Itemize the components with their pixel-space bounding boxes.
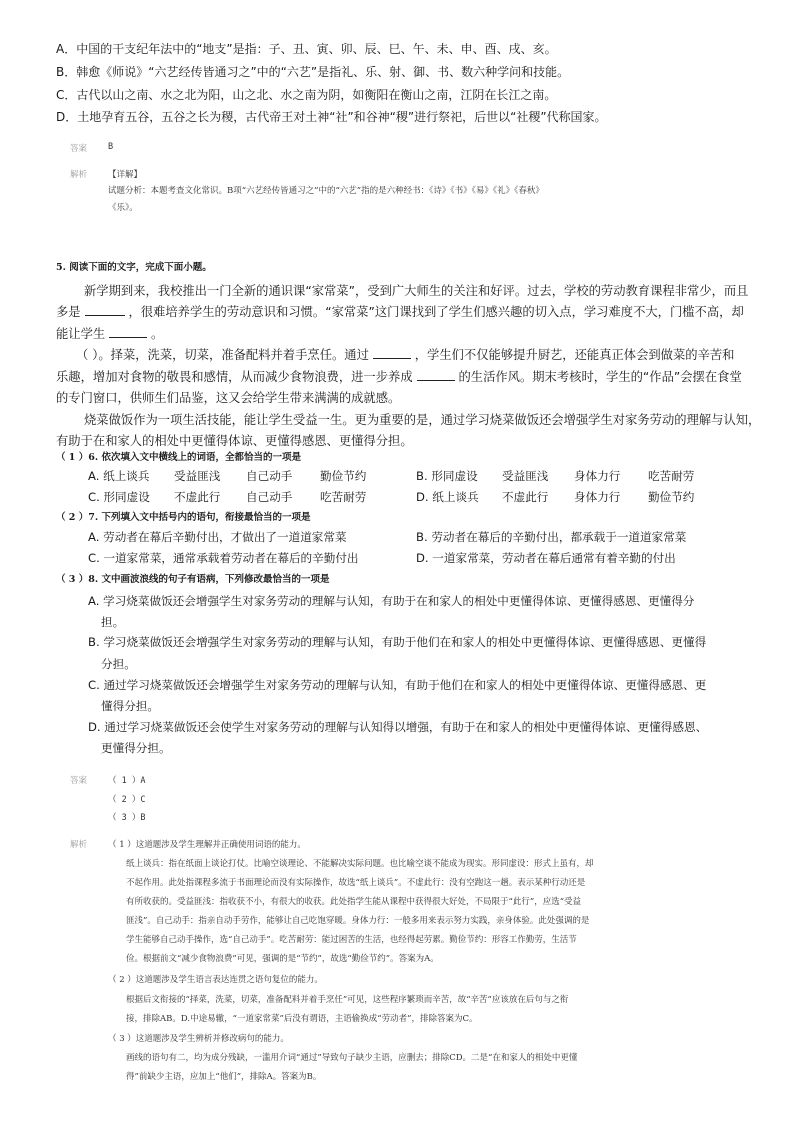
choice-word: 身体力行 (574, 490, 621, 504)
fill-blank-4[interactable] (417, 369, 455, 381)
passage-text: ，很难培养学生的劳动意识和习惯。“家常菜”这门课找到了学生们感兴趣的切入点，学习难度不大，门槛不高，却 (128, 305, 744, 319)
analysis-line: 匪浅”。自己动手：指亲自动手劳作，能够让自己吃饱穿暖。身体力行：一般多用来表示努力实践，亲身体验。此处强调的是 (126, 916, 590, 926)
sub2-head: （ 2 ）7. 下列填入文中括号内的语句，衔接最恰当的一项是 (56, 512, 311, 523)
sub3-option-a[interactable]: A. 学习烧菜做饭还会增强学生对家务劳动的理解与认知，有助于在和家人的相处中更懂得体谅、更懂得感恩、更懂得分 (88, 594, 695, 608)
q4-analysis-line: 试题分析：本题考查文化常识。B项“六艺经传皆通习之”中的“六艺”指的是六种经书：《诗》《书》《易》《礼》《春秋》 (108, 186, 544, 196)
passage-text: 能让学生 (56, 327, 106, 341)
passage-text: （ ）。择菜，洗菜，切菜，准备配料并着手烹任。通过 (76, 348, 369, 362)
choice-word: 不虚此行 (174, 490, 221, 504)
passage-line: 新学期到来，我校推出一门全新的通识课“家常菜”，受到广大师生的关注和好评。过去，学校的劳动教育课程非常少，而且 (84, 284, 749, 298)
analysis-line: 根据后文衔接的“择菜，洗菜，切菜，准备配料并着手烹任”可见，这些程序繁琐而辛苦，故“辛苦”应该放在后句与之衔 (126, 995, 569, 1005)
sub1-option-a[interactable] (88, 468, 366, 484)
q4-option-b: B．韩愈《师说》“六艺经传皆通习之”中的“六艺”是指礼、乐、射、御、书、数六种学问和技能。 (56, 65, 570, 79)
sub1-option-c[interactable] (88, 489, 366, 505)
passage-line: 有助于在和家人的相处中更懂得体谅、更懂得感恩、更懂得分担。 (56, 434, 413, 448)
choice-word: 不虚此行 (502, 490, 549, 504)
sub3-option-c-cont: 懂得分担。 (101, 699, 159, 713)
sub2-option-b[interactable]: B. 劳动者在幕后的辛勤付出，都承载于一道道家常菜 (416, 530, 687, 544)
analysis-line: 接，排除AB。D.中途易辙，“一道家常菜”后没有谓语，主语偷换成“劳动者”，排除答案为C。 (126, 1014, 478, 1024)
q5-answer: （ 1 ）A (108, 776, 146, 786)
q4-answer-label: 答案 (70, 144, 88, 154)
sub3-option-d-cont: 更懂得分担。 (101, 741, 171, 755)
sub3-head: （ 3 ）8. 文中画波浪线的句子有语病，下列修改最恰当的一项是 (56, 574, 330, 585)
choice-word: 受益匪浅 (502, 469, 549, 483)
q4-option-d: D．土地孕育五谷，五谷之长为稷，古代帝王对土神“社”和谷神“稷”进行祭祀，后世以“社稷”代称国家。 (56, 110, 607, 124)
choice-word: A. 纸上谈兵 (88, 469, 150, 483)
choice-word: B. 形同虚设 (416, 469, 478, 483)
analysis-line: 俭。根据前文“减少食物浪费”可见，强调的是“节约”，故选“勤俭节约”。答案为A。 (126, 954, 439, 964)
q4-option-c: C．古代以山之南、水之北为阳，山之北、水之南为阴，如衡阳在衡山之南，江阴在长江之南。 (56, 88, 557, 102)
sub3-option-d[interactable]: D. 通过学习烧菜做饭还会使学生对家务劳动的理解与认知得以增强，有助于在和家人的相处中更懂得体谅、更懂得感恩、 (88, 720, 708, 734)
q4-answer: B (108, 142, 114, 152)
passage-line: 的专门窗口，供师生们品鉴，这又会给学生带来满满的成就感。 (56, 391, 401, 405)
analysis-line: 有所收获的。受益匪浅：指收获不小，有很大的收获。此处指学生能从课程中获得很大好处，不局限于“此行”，应选“受益 (126, 897, 582, 907)
analysis-head-1: （ 1 ）这道题涉及学生理解并正确使用词语的能力。 (108, 840, 306, 850)
q4-analysis-line: 《乐》。 (108, 203, 138, 213)
passage-text: 。 (151, 327, 164, 341)
passage-text: 多是 (56, 305, 81, 319)
q4-analysis-label: 解析 (70, 170, 88, 180)
analysis-head-2: （ 2 ）这道题涉及学生语言表达连贯之语句复位的能力。 (108, 975, 323, 985)
analysis-head-3: （ 3 ）这道题涉及学生辨析并修改病句的能力。 (108, 1034, 289, 1044)
choice-word: 吃苦耐劳 (648, 469, 695, 483)
choice-word: 自己动手 (246, 490, 293, 504)
passage-line: 烧菜做饭作为一项生活技能，能让学生受益一生。更为重要的是，通过学习烧菜做饭还会增强学生对家务劳动的理解与认知， (84, 413, 761, 427)
choice-word: 吃苦耐劳 (320, 490, 367, 504)
fill-blank-1[interactable] (85, 304, 125, 316)
sub3-option-c[interactable]: C. 通过学习烧菜做饭还会增强学生对家务劳动的理解与认知，有助于他们在和家人的相处中更懂得体谅、更懂得感恩、更 (88, 678, 707, 692)
sub2-option-a[interactable]: A. 劳动者在幕后辛勤付出，才做出了一道道家常菜 (88, 530, 347, 544)
sub2-option-c[interactable]: C. 一道家常菜，通常承载着劳动者在幕后的辛勤付出 (88, 551, 359, 565)
choice-word: 勤俭节约 (648, 490, 695, 504)
sub3-option-b[interactable]: B. 学习烧菜做饭还会增强学生对家务劳动的理解与认知，有助于他们在和家人的相处中更懂得体谅、更懂得感恩、更懂得 (88, 635, 707, 649)
sub1-option-b[interactable] (416, 468, 694, 484)
analysis-line: 得”前缺少主语，应加上“他们”，排除A。答案为B。 (126, 1072, 322, 1082)
q5-answer: （ 2 ）C (108, 795, 146, 805)
passage-text: 乐趣，增加对食物的敬畏和感情，从而减少食物浪费，进一步养成 (56, 370, 413, 384)
q5-analysis-label: 解析 (70, 840, 88, 850)
analysis-line: 学生能够自己动手操作，选“自己动手”。吃苦耐劳：能过困苦的生活，也经得起劳累。勤俭节约：形容工作勤劳，生活节 (126, 935, 577, 945)
sub3-option-a-cont: 担。 (101, 615, 125, 629)
passage-line (56, 302, 744, 320)
q5-title: 5. 阅读下面的文字，完成下面小题。 (56, 262, 212, 273)
sub1-option-d[interactable] (416, 489, 694, 505)
choice-word: 受益匪浅 (174, 469, 221, 483)
passage-text: ，学生们不仅能够提升厨艺，还能真正体会到做菜的辛苦和 (414, 348, 735, 362)
analysis-line: 不起作用。此处指课程多流于书面理论而没有实际操作，故选“纸上谈兵”。不虚此行：没有空跑这一趟。表示某种行动还是 (126, 878, 586, 888)
sub2-option-d[interactable]: D. 一道家常菜，劳动者在幕后通常有着辛勤的付出 (416, 551, 676, 565)
q5-answer-label: 答案 (70, 776, 88, 786)
passage-line (56, 367, 742, 385)
choice-word: 勤俭节约 (320, 469, 367, 483)
analysis-line: 画线的语句有二，均为成分残缺，一滥用介词“通过”导致句子缺少主语，应删去；排除CD。二是“在和家人的相处中更懂 (126, 1053, 578, 1063)
choice-word: 身体力行 (574, 469, 621, 483)
choice-word: 自己动手 (246, 469, 293, 483)
choice-word: D. 纸上谈兵 (416, 490, 479, 504)
choice-word: C. 形同虚设 (88, 490, 150, 504)
sub1-head: （ 1 ）6. 依次填入文中横线上的词语，全都恰当的一项是 (56, 452, 301, 463)
analysis-line: 纸上谈兵：指在纸面上谈论打仗。比喻空谈理论、不能解决实际问题。也比喻空谈不能成为现实。形同虚设：形式上虽有，却 (126, 859, 594, 869)
fill-blank-3[interactable] (373, 347, 411, 359)
q4-detail-tag: 【详解】 (108, 170, 143, 180)
q5-answer: （ 3 ）B (108, 813, 146, 823)
passage-line (76, 345, 734, 363)
fill-blank-2[interactable] (109, 326, 147, 338)
q4-option-a: A．中国的干支纪年法中的“地支”是指：子、丑、寅、卯、辰、巳、午、未、申、酉、戌、亥。 (56, 42, 557, 56)
passage-line (56, 324, 163, 342)
passage-text: 的生活作风。期末考核时，学生的“作品”会摆在食堂 (458, 370, 742, 384)
sub3-option-b-cont: 分担。 (101, 657, 136, 671)
